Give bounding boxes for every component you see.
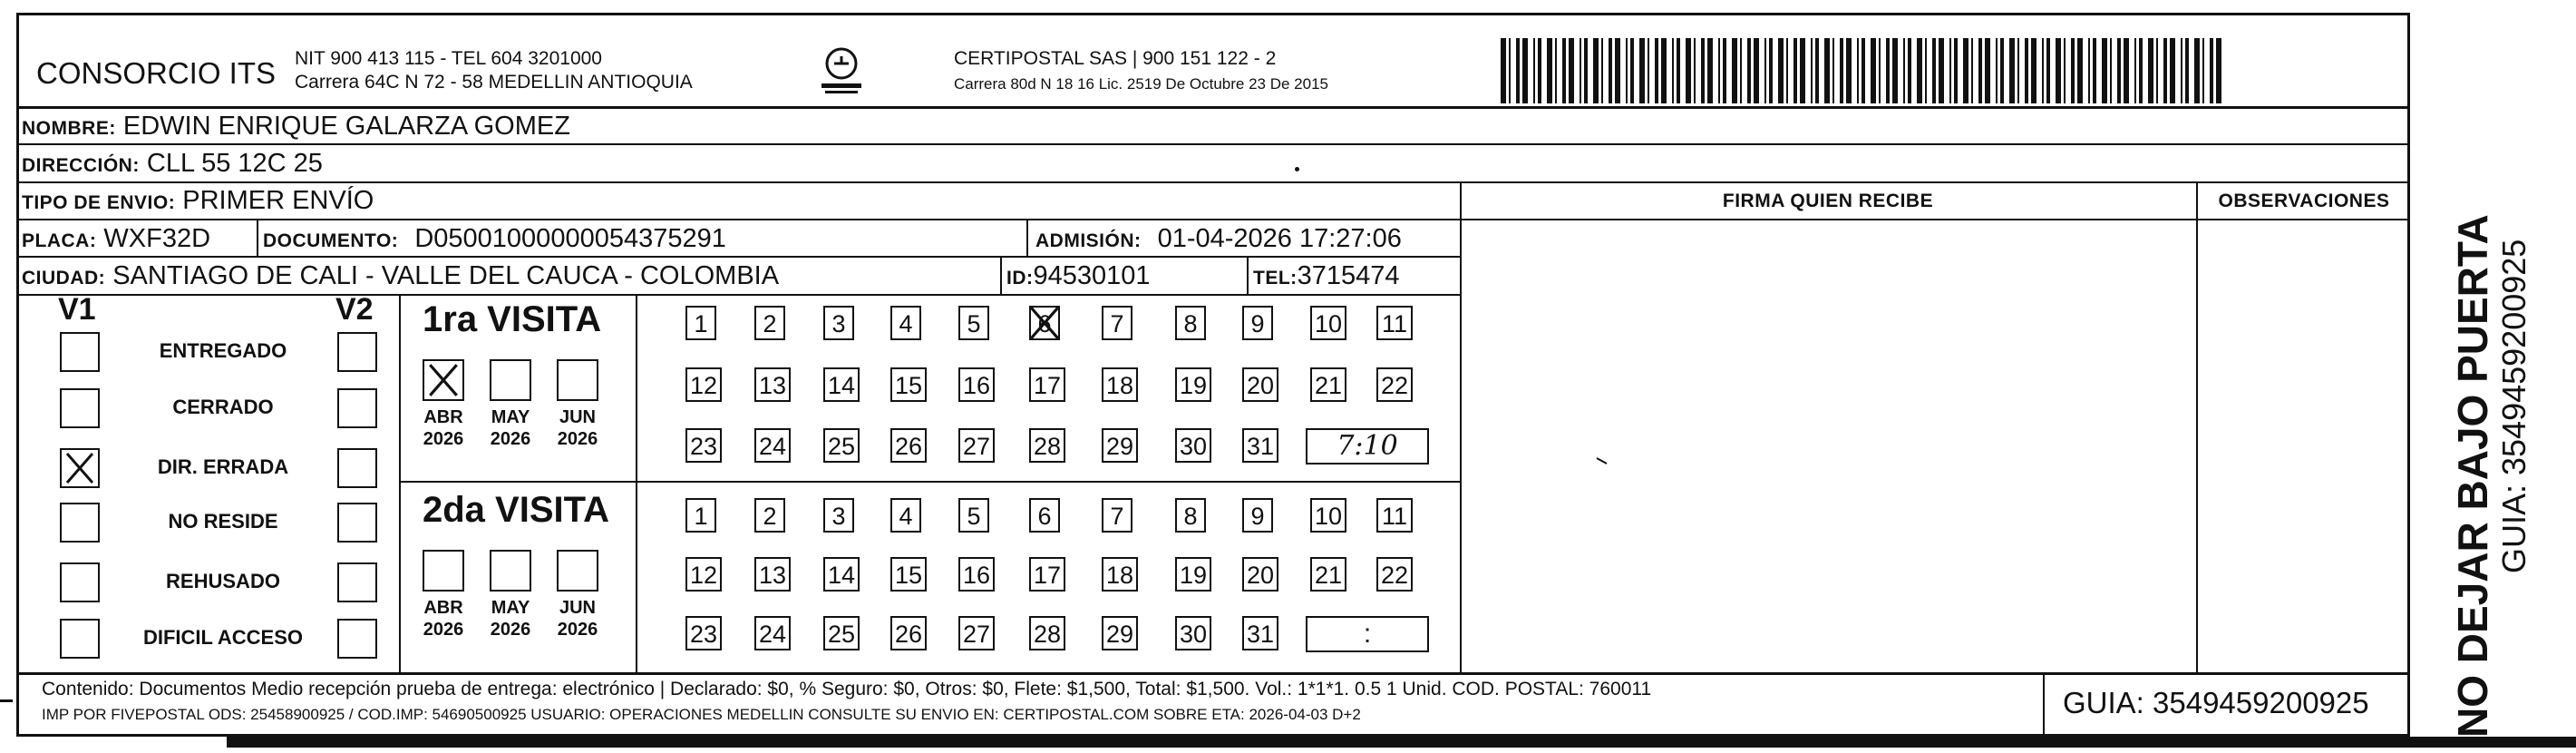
id-divider [1000,256,1002,294]
day-box[interactable]: 27 [958,616,995,650]
nombre-value: EDWIN ENRIQUE GALARZA GOMEZ [122,112,570,141]
day-box[interactable]: 4 [890,498,921,533]
month-year: 2026 [557,429,598,449]
day-box[interactable]: 3 [823,306,854,340]
day-box[interactable]: 26 [890,428,927,463]
month-label [418,597,469,641]
v2-checkbox[interactable] [337,388,377,428]
day-box[interactable]: 26 [890,616,927,650]
month-name: ABR [423,407,463,427]
month-right-border [636,294,637,672]
day-box[interactable]: 7 [1102,498,1132,533]
tel-value: 3715474 [1297,261,1400,290]
bottom-edge [227,737,2576,748]
day-box[interactable]: 14 [823,367,860,402]
month-label [485,406,536,450]
footer-guia: GUIA: 3549459200925 [2063,686,2369,719]
day-box[interactable]: 13 [754,367,791,402]
id-value: 94530101 [1033,261,1151,290]
day-box[interactable]: 10 [1310,498,1346,533]
side-guia: GUIA: 3549459200925 [2495,239,2532,573]
month-checkbox[interactable] [423,359,464,401]
day-box[interactable]: 28 [1029,428,1065,463]
day-box[interactable]: 2 [754,498,785,533]
v1-header: V1 [58,292,96,327]
row-divider-4 [16,256,1460,258]
company-address: Carrera 64C N 72 - 58 MEDELLIN ANTIOQUIA [295,72,693,93]
v2-checkbox[interactable] [337,562,377,602]
day-box[interactable]: 30 [1175,616,1211,650]
firma-header: FIRMA QUIEN RECIBE [1722,191,1934,211]
v1-checkbox[interactable] [60,448,100,488]
month-year: 2026 [490,429,531,449]
day-box[interactable]: 18 [1102,367,1138,402]
month-name: ABR [423,598,463,618]
second-visit-title: 2da VISITA [423,490,609,530]
day-box[interactable]: 14 [823,557,860,592]
visit-time-box[interactable]: 7:10 [1306,428,1429,465]
day-box[interactable]: 19 [1175,557,1211,592]
status-label: DIR. ERRADA [157,455,289,478]
tipo-row [22,186,374,216]
day-box[interactable]: 1 [685,498,716,533]
month-name: MAY [491,407,530,427]
status-label: DIFICIL ACCESO [142,626,303,649]
v2-header: V2 [335,292,374,327]
nombre-label: NOMBRE: [22,118,116,139]
day-box[interactable]: 6 [1029,498,1060,533]
status-label: REHUSADO [166,570,280,592]
day-number: 6 [1037,310,1052,337]
ciudad-row [22,261,779,291]
day-box[interactable]: 17 [1029,367,1065,402]
day-box[interactable]: 29 [1102,428,1138,463]
month-year: 2026 [490,620,531,640]
v1-checkbox[interactable] [60,503,100,543]
row-divider-5 [16,294,1460,296]
footer-line-2: IMP POR FIVEPOSTAL ODS: 25458900925 / COD.IMP: 54690500925 USUARIO: OPERACIONES MEDELLIN CONSULTE SU ENVIO EN: CERTIPOSTAL.COM SOBRE ETA: 2026-04-03 D+2 [42,706,1361,723]
day-box[interactable]: 27 [958,428,995,463]
day-box[interactable]: 17 [1029,557,1065,592]
day-box[interactable]: 29 [1102,616,1138,650]
admision-divider [1026,219,1028,256]
day-box[interactable]: 24 [754,616,791,650]
v2-checkbox[interactable] [337,448,377,488]
v1-checkbox[interactable] [60,332,100,372]
day-box[interactable]: 22 [1376,367,1413,402]
day-box[interactable]: 23 [685,616,722,650]
day-box[interactable]: 21 [1310,557,1346,592]
day-box[interactable]: 13 [754,557,791,592]
row-divider-1 [16,143,2410,145]
v1-checkbox[interactable] [60,619,100,659]
header-divider [16,106,2410,109]
direccion-row [22,149,323,179]
status-label: ENTREGADO [159,339,287,362]
day-box[interactable]: 4 [890,306,921,340]
v2-checkbox[interactable] [337,619,377,659]
day-box[interactable]: 31 [1242,428,1278,463]
month-label [552,406,603,450]
day-box[interactable]: 12 [685,367,722,402]
month-label [418,406,469,450]
ciudad-value: SANTIAGO DE CALI - VALLE DEL CAUCA - COLOMBIA [112,261,780,290]
month-name: JUN [559,598,596,618]
company-nit: NIT 900 413 115 - TEL 604 3201000 [295,48,602,69]
month-checkbox[interactable] [557,359,598,401]
documento-row [263,224,726,254]
day-box[interactable]: 8 [1175,306,1206,340]
tel-divider [1247,256,1249,294]
barcode [1501,38,2226,103]
admision-value: 01-04-2026 17:27:06 [1157,224,1402,253]
day-box[interactable]: 10 [1310,306,1346,340]
direccion-label: DIRECCIÓN: [22,155,140,176]
status-label: NO RESIDE [168,510,278,533]
day-box[interactable]: 20 [1242,367,1278,402]
v2-checkbox[interactable] [337,503,377,543]
day-box[interactable]: 2 [754,306,785,340]
obs-left-border [2196,181,2198,672]
month-year: 2026 [423,620,464,640]
day-box[interactable]: 8 [1175,498,1206,533]
placa-row [22,224,210,254]
month-year: 2026 [557,620,598,640]
day-box[interactable]: 16 [958,367,995,402]
id-label: ID: [1006,268,1034,288]
month-year: 2026 [423,429,464,449]
status-right-border [399,294,401,672]
nombre-row [22,112,570,142]
day-box[interactable]: 16 [958,557,995,592]
carrier-address: Carrera 80d N 18 16 Lic. 2519 De Octubre 23 De 2015 [954,75,1328,93]
day-box[interactable]: 19 [1175,367,1211,402]
day-box[interactable]: 15 [890,557,927,592]
day-box[interactable]: 20 [1242,557,1278,592]
firma-left-border [1460,181,1462,672]
month-checkbox[interactable] [490,359,531,401]
speck [1295,167,1299,171]
id-row [1006,261,1151,291]
row-divider-3 [16,219,2410,220]
day-box[interactable]: 24 [754,428,791,463]
day-box[interactable]: 9 [1242,306,1273,340]
tel-row [1253,261,1400,291]
side-warning: NO DEJAR BAJO PUERTA [2449,214,2496,738]
direccion-value: CLL 55 12C 25 [146,149,323,178]
month-label [552,597,603,641]
footer-line-1: Contenido: Documentos Medio recepción prueba de entrega: electrónico | Declarado: $0, % Seguro: $0, Otros: $0, Flete: $1,500, Total: $1,500. Vol.: 1*1*1. 0.5 1 Unid. COD. POSTAL: 760011 [42,679,1652,699]
signature-mark [1596,454,1609,463]
day-box[interactable]: 11 [1376,498,1413,533]
day-box[interactable]: 1 [685,306,716,340]
tipo-value: PRIMER ENVÍO [182,186,374,215]
day-box[interactable]: 9 [1242,498,1273,533]
v1-checkbox[interactable] [60,562,100,602]
month-checkbox[interactable] [423,550,464,592]
documento-label: DOCUMENTO: [263,230,399,251]
day-box[interactable]: 21 [1310,367,1346,402]
carrier-name: CERTIPOSTAL SAS | 900 151 122 - 2 [954,48,1277,69]
month-name: JUN [559,407,596,427]
day-box[interactable]: 3 [823,498,854,533]
day-box[interactable]: 23 [685,428,722,463]
visit-time-box[interactable]: : [1306,616,1429,652]
month-checkbox[interactable] [557,550,598,592]
month-name: MAY [491,598,530,618]
day-box[interactable]: 18 [1102,557,1138,592]
day-box[interactable]: 28 [1029,616,1065,650]
day-box[interactable]: 22 [1376,557,1413,592]
first-visit-title: 1ra VISITA [423,299,602,339]
documento-value: D05001000000054375291 [414,224,726,253]
day-box[interactable]: 11 [1376,306,1413,340]
tel-label: TEL: [1253,268,1298,288]
placa-divider [257,219,258,256]
day-box[interactable]: 15 [890,367,927,402]
admision-label: ADMISIÓN: [1035,230,1142,251]
day-box[interactable]: 25 [823,428,860,463]
day-box[interactable]: 5 [958,306,989,340]
footer-divider [16,672,2410,675]
observaciones-header: OBSERVACIONES [2218,191,2390,211]
visit-divider [399,481,1460,483]
v1-checkbox[interactable] [60,388,100,428]
footer-guia-divider [2043,672,2045,737]
month-checkbox[interactable] [490,550,531,592]
admision-row [1035,224,1402,254]
certipostal-logo [816,44,867,98]
day-box[interactable]: 25 [823,616,860,650]
day-box[interactable] [1029,306,1060,340]
v2-checkbox[interactable] [337,332,377,372]
month-label [485,597,536,641]
day-box[interactable]: 31 [1242,616,1278,650]
day-box[interactable]: 30 [1175,428,1211,463]
status-label: CERRADO [172,396,274,418]
ciudad-label: CIUDAD: [22,268,106,288]
tipo-label: TIPO DE ENVIO: [22,192,176,213]
day-box[interactable]: 5 [958,498,989,533]
placa-label: PLACA: [22,230,97,251]
day-box[interactable]: 7 [1102,306,1132,340]
day-box[interactable]: 12 [685,557,722,592]
left-tick [0,699,13,702]
row-divider-2 [16,181,2410,183]
company-name: CONSORCIO ITS [36,56,277,90]
placa-value: WXF32D [103,224,211,253]
